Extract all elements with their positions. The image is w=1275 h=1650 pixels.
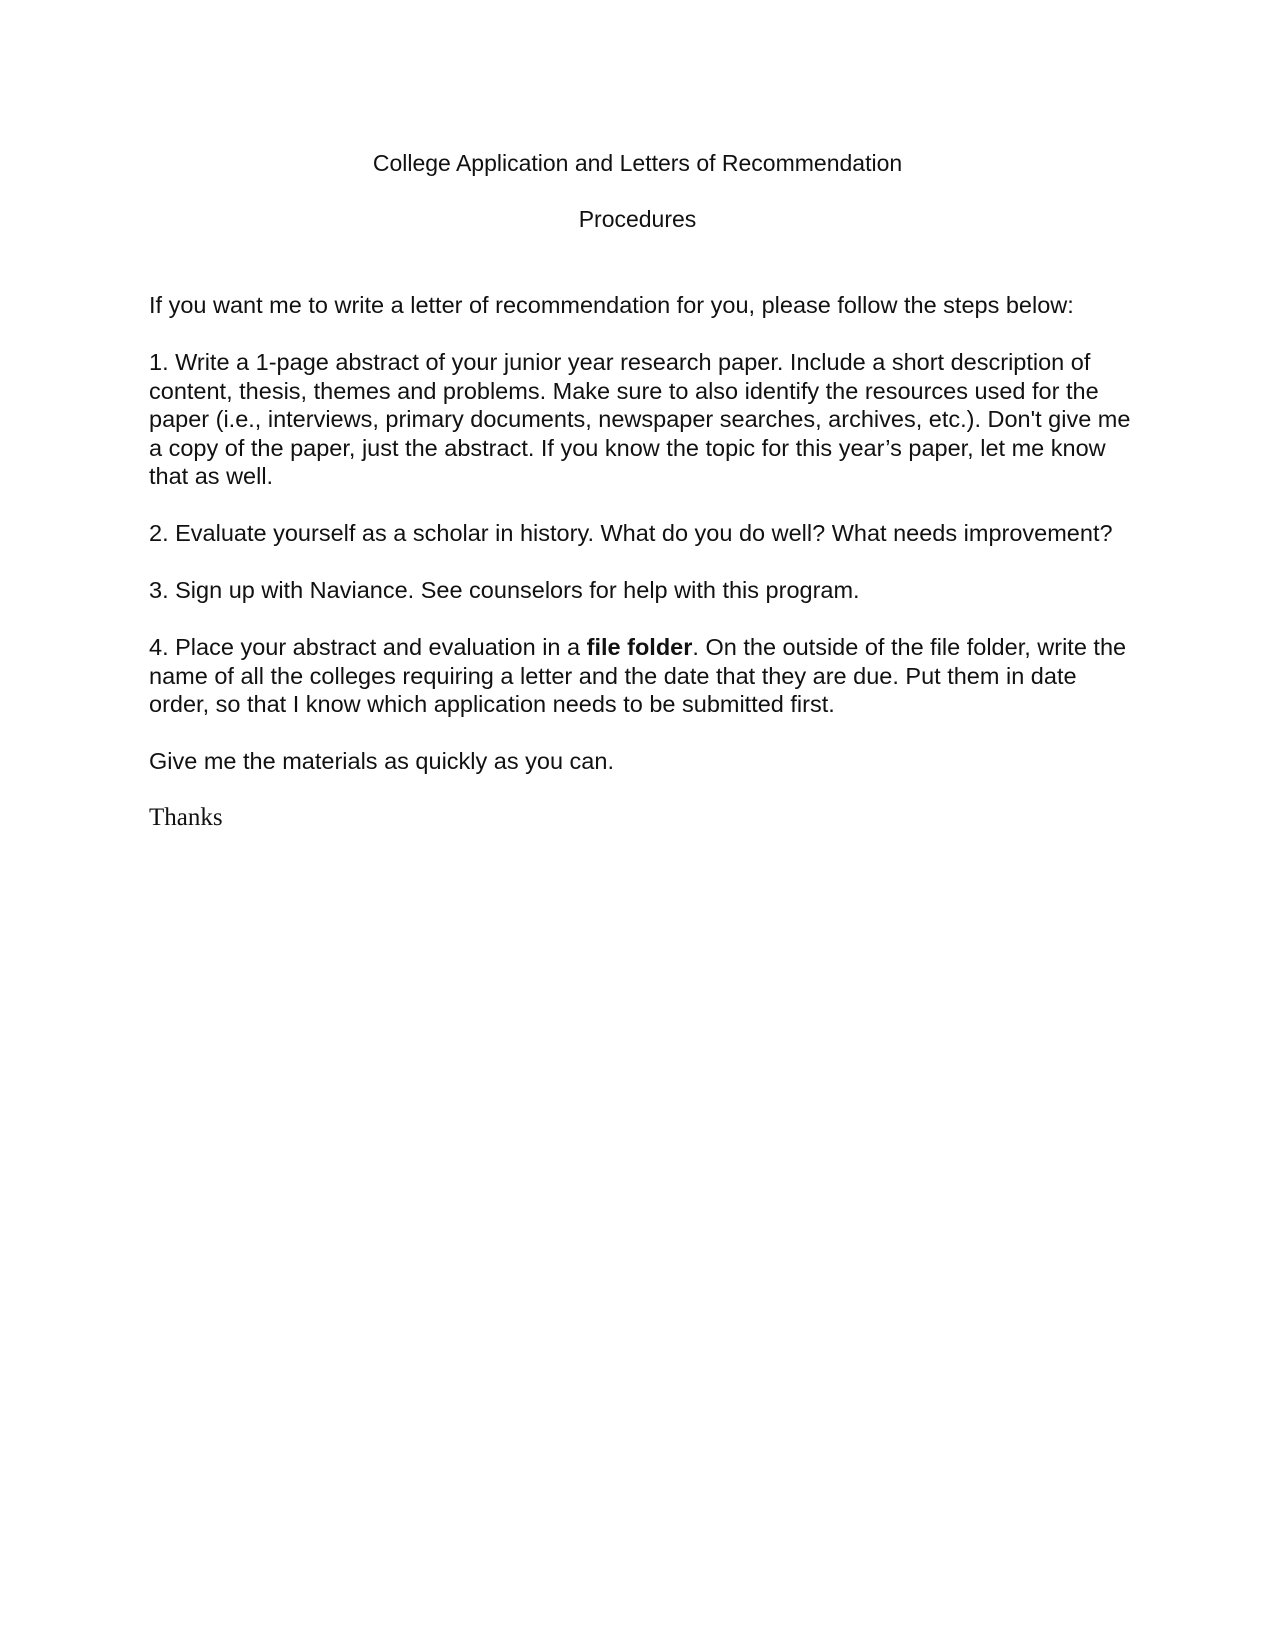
step-4-bold-text: file folder [586,634,693,660]
closing-paragraph: Give me the materials as quickly as you can. [149,748,614,774]
document-subtitle: Procedures [578,206,697,232]
step-3-paragraph: 3. Sign up with Naviance. See counselors for help with this program. [149,577,860,603]
document-body [149,291,1139,861]
step-4-paragraph [149,633,1139,719]
step-2-paragraph: 2. Evaluate yourself as a scholar in history. What do you do well? What needs improvement? [149,520,1113,546]
step-1-paragraph: 1. Write a 1-page abstract of your junior year research paper. Include a short description of content, thesis, themes and problems. Make sure to also identify the resources used for the paper (i.e., interviews, primary documents, newspaper searches, archives, etc.). Don't give me a copy of the paper, just the abstract. If you know the topic for this year’s paper, let me know that as well. [149,349,1131,489]
step-4-text-before: 4. Place your abstract and evaluation in a [149,634,587,660]
step-4-text-after: . On the outside of the file folder, write the name of all the colleges requiring a letter and the date that they are due. Put them in date order, so that I know which application needs to be submitted first. [149,634,1127,717]
intro-paragraph: If you want me to write a letter of recommendation for you, please follow the steps below: [149,292,1074,318]
document-title: College Application and Letters of Recommendation [372,150,903,176]
signoff: Thanks [149,804,223,831]
